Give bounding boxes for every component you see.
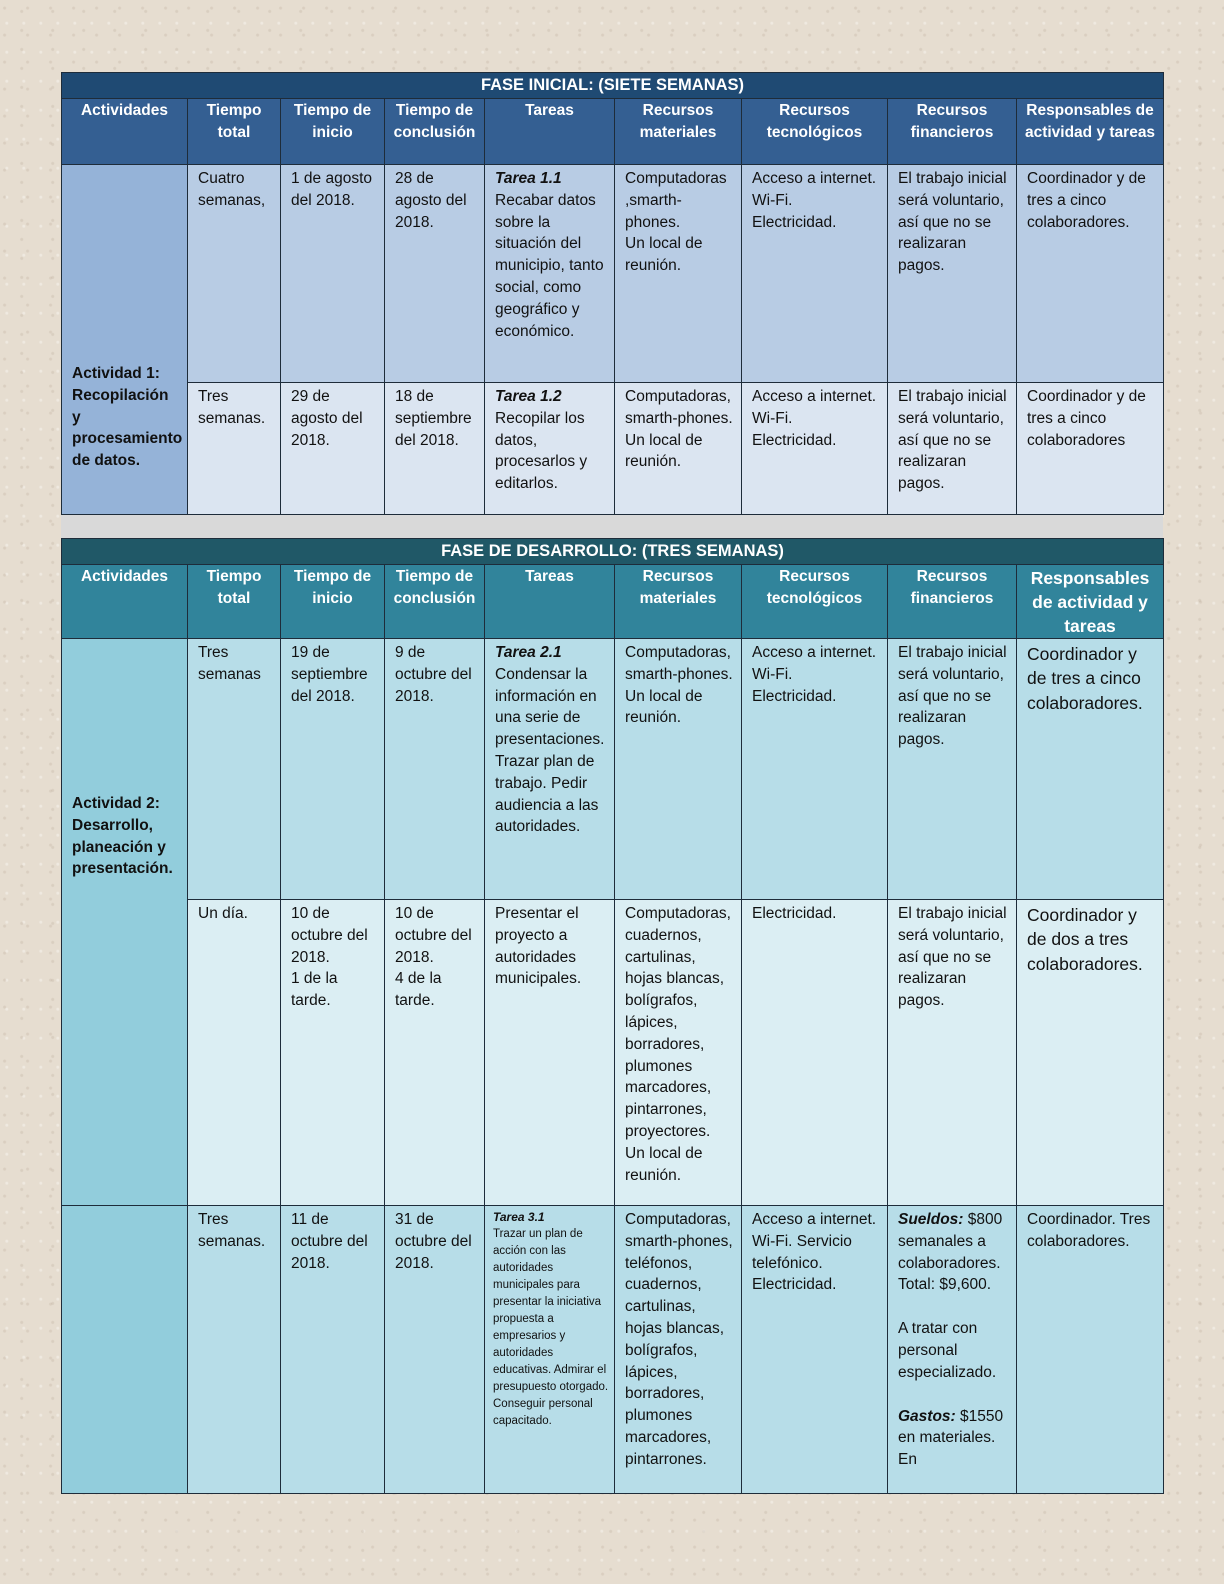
cell-tarea [485, 383, 615, 515]
cell-inicio: 1 de agosto del 2018. [281, 165, 385, 383]
header-recursos-materiales: Recursos materiales [615, 99, 742, 165]
cell-inicio: 10 de octubre del 2018. 1 de la tarde. [281, 900, 385, 1206]
header-tiempo-inicio: Tiempo de inicio [281, 99, 385, 165]
cell-financieros: El trabajo inicial será voluntario, así que no se realizaran pagos. [888, 165, 1017, 383]
cell-materiales: Computadoras, smarth-phones. Un local de reunión. [615, 639, 742, 900]
cell-conclusion: 10 de octubre del 2018. 4 de la tarde. [385, 900, 485, 1206]
sueldos-label: Sueldos: [898, 1211, 964, 1228]
cell-materiales: Computadoras, cuadernos, cartulinas, hojas blancas, bolígrafos, lápices, borradores, plumones marcadores, pintarrones, proyectores. Un local de reunión. [615, 900, 742, 1206]
task-label: Tarea 2.1 [495, 644, 562, 661]
financiero-note: A tratar con personal especializado. [898, 1320, 997, 1381]
cell-financieros: El trabajo inicial será voluntario, así que no se realizaran pagos. [888, 900, 1017, 1206]
cell-tarea [485, 165, 615, 383]
cell-inicio: 29 de agosto del 2018. [281, 383, 385, 515]
header-tareas: Tareas [485, 99, 615, 165]
cell-tecnologicos: Acceso a internet. Wi-Fi. Servicio telefónico. Electricidad. [742, 1206, 888, 1494]
cell-materiales: Computadoras, smarth-phones, teléfonos, cuadernos, cartulinas, hojas blancas, bolígrafos, lápices, borradores, plumones marcadores, pintarrones. [615, 1206, 742, 1494]
sueldos-line [898, 1209, 1008, 1296]
header-tiempo-inicio: Tiempo de inicio [281, 565, 385, 639]
cell-tiempo-total: Cuatro semanas, [188, 165, 281, 383]
cell-tiempo-total: Tres semanas. [188, 1206, 281, 1494]
cell-materiales: Computadoras ,smarth-phones. Un local de reunión. [615, 165, 742, 383]
cell-tarea: Presentar el proyecto a autoridades municipales. [485, 900, 615, 1206]
cell-responsables: Coordinador y de tres a cinco colaboradores [1017, 383, 1164, 515]
header-responsables: Responsables de actividad y tareas [1017, 99, 1164, 165]
cell-tiempo-total: Tres semanas. [188, 383, 281, 515]
cell-tecnologicos: Electricidad. [742, 900, 888, 1206]
cell-inicio: 19 de septiembre del 2018. [281, 639, 385, 900]
cell-responsables: Coordinador y de dos a tres colaboradores. [1017, 900, 1164, 1206]
phase-title: FASE DE DESARROLLO: (TRES SEMANAS) [62, 539, 1164, 565]
cell-tecnologicos: Acceso a internet. Wi-Fi. Electricidad. [742, 165, 888, 383]
gastos-text: $1550 en materiales. En [898, 1407, 1004, 1469]
cell-conclusion: 18 de septiembre del 2018. [385, 383, 485, 515]
activity-label-empty [62, 1206, 188, 1494]
gastos-label: Gastos: [898, 1407, 956, 1425]
cell-tiempo-total: Un día. [188, 900, 281, 1206]
gastos-line [898, 1406, 1008, 1471]
task-text: Recabar datos sobre la situación del municipio, tanto social, como geográfico y económico. [495, 191, 604, 340]
table-separator [61, 515, 1163, 538]
cell-materiales: Computadoras, smarth-phones. Un local de reunión. [615, 383, 742, 515]
cell-tecnologicos: Acceso a internet. Wi-Fi. Electricidad. [742, 383, 888, 515]
cell-inicio: 11 de octubre del 2018. [281, 1206, 385, 1494]
header-tiempo-total: Tiempo total [188, 99, 281, 165]
task-label: Tarea 3.1 [493, 1210, 545, 1224]
header-tiempo-conclusion: Tiempo de conclusión [385, 99, 485, 165]
cell-conclusion: 31 de octubre del 2018. [385, 1206, 485, 1494]
task-label: Tarea 1.2 [495, 388, 562, 405]
cell-financieros: El trabajo inicial será voluntario, así que no se realizaran pagos. [888, 383, 1017, 515]
cell-tecnologicos: Acceso a internet. Wi-Fi. Electricidad. [742, 639, 888, 900]
task-text: Trazar un plan de acción con las autoridades municipales para presentar la iniciativa propuesta a empresarios y autoridades educativas. Admirar el presupuesto otorgado. Conseguir personal capacitado. [493, 1228, 609, 1427]
phase-development-table [61, 538, 1164, 1494]
phase-title: FASE INICIAL: (SIETE SEMANAS) [62, 73, 1164, 99]
cell-financieros [888, 1206, 1017, 1494]
task-label: Tarea 1.1 [495, 170, 562, 187]
cell-responsables: Coordinador y de tres a cinco colaboradores. [1017, 639, 1164, 900]
cell-responsables: Coordinador y de tres a cinco colaboradores. [1017, 165, 1164, 383]
cell-tiempo-total: Tres semanas [188, 639, 281, 900]
cell-tarea [485, 1206, 615, 1494]
header-responsables: Responsables de actividad y tareas [1017, 565, 1164, 639]
cell-conclusion: 28 de agosto del 2018. [385, 165, 485, 383]
cell-financieros: El trabajo inicial será voluntario, así que no se realizaran pagos. [888, 639, 1017, 900]
header-recursos-materiales: Recursos materiales [615, 565, 742, 639]
header-recursos-tecnologicos: Recursos tecnológicos [742, 99, 888, 165]
task-text: Condensar la información en una serie de presentaciones. Trazar plan de trabajo. Pedir audiencia a las autoridades. [495, 665, 605, 836]
cell-tarea [485, 639, 615, 900]
header-actividades: Actividades [62, 565, 188, 639]
activity-label: Actividad 1: Recopilación y procesamiento de datos. [62, 165, 188, 515]
header-tiempo-total: Tiempo total [188, 565, 281, 639]
header-recursos-financieros: Recursos financieros [888, 99, 1017, 165]
activity-label: Actividad 2: Desarrollo, planeación y presentación. [62, 639, 188, 1206]
sueldos-text: $800 semanales a colaboradores. Total: $9,600. [898, 1211, 1003, 1294]
cell-responsables: Coordinador. Tres colaboradores. [1017, 1206, 1164, 1494]
header-recursos-tecnologicos: Recursos tecnológicos [742, 565, 888, 639]
header-tiempo-conclusion: Tiempo de conclusión [385, 565, 485, 639]
header-recursos-financieros: Recursos financieros [888, 565, 1017, 639]
phase-initial-table [61, 72, 1164, 515]
cell-conclusion: 9 de octubre del 2018. [385, 639, 485, 900]
header-tareas: Tareas [485, 565, 615, 639]
header-actividades: Actividades [62, 99, 188, 165]
task-text: Recopilar los datos, procesarlos y editarlos. [495, 409, 588, 493]
